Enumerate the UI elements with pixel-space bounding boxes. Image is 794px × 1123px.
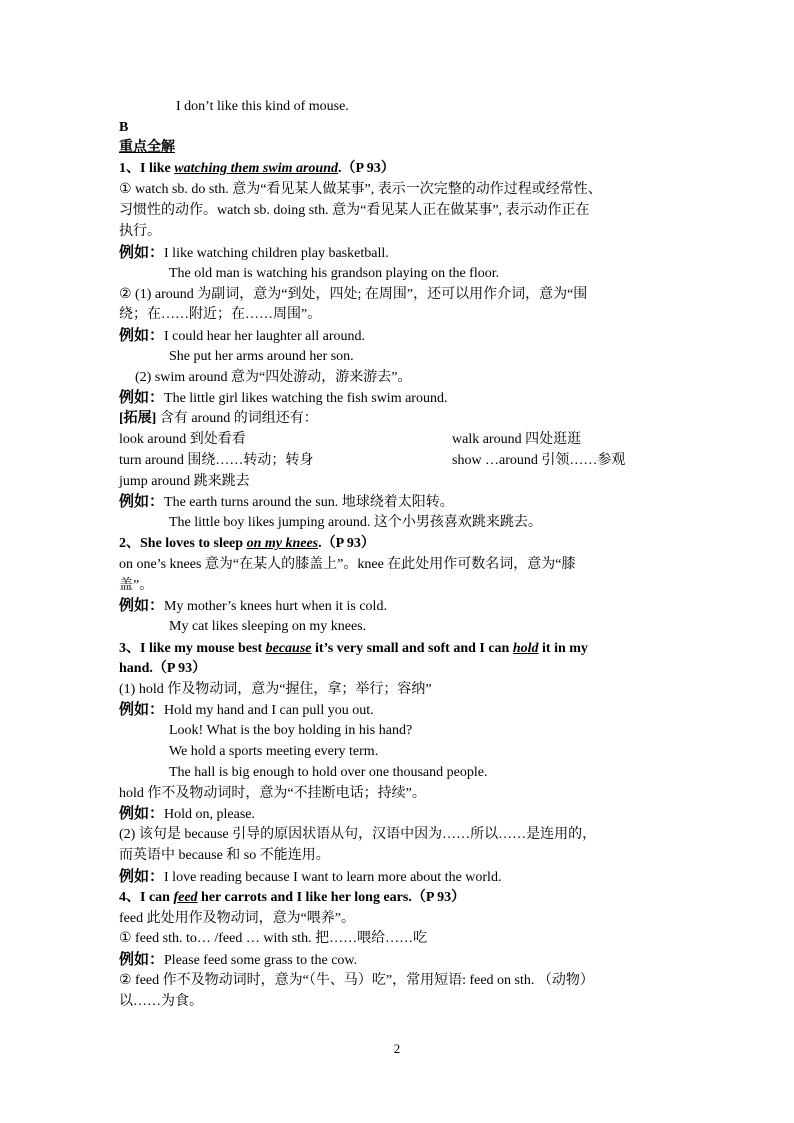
explanation-line: on one’s knees 意为“在某人的膝盖上”。knee 在此处用作可数名词，意为“膝 [119, 557, 576, 572]
point-4-prefix: 4、I can [119, 890, 174, 905]
explanation-line: 而英语中 because 和 so 不能连用。 [119, 848, 330, 863]
explanation-line: hold 作不及物动词时，意为“不挂断电话；持续”。 [119, 786, 426, 801]
point-3-heading [119, 639, 588, 659]
point-4-suffix: her carrots and I like her long ears.（P 93） [197, 890, 466, 905]
phrase-item: walk around 四处逛逛 [452, 432, 582, 447]
example-label: 例如： [119, 869, 165, 885]
example-text: She put her arms around her son. [169, 349, 354, 364]
explanation-line: 执行。 [119, 224, 161, 239]
example-line [119, 243, 389, 264]
explanation-line: ② feed 作不及物动词时，意为“（牛、马）吃”，常用短语: feed on sth. （动物） [119, 973, 594, 988]
explanation-line: 习惯性的动作。watch sb. doing sth. 意为“看见某人正在做某事”, 表示动作正在 [119, 203, 590, 218]
explanation-line: feed 此处用作及物动词，意为“喂养”。 [119, 911, 356, 926]
example-text: We hold a sports meeting every term. [169, 744, 379, 759]
example-line [119, 388, 447, 409]
section-heading-b: B [119, 120, 129, 135]
example-label: 例如： [119, 390, 165, 406]
example-line [119, 700, 374, 721]
point-3-phrase-hold: hold [512, 641, 539, 656]
phrase-row [119, 430, 246, 450]
point-4-phrase: feed [173, 890, 198, 905]
extension-label: [拓展] [119, 411, 157, 426]
example-label: 例如： [119, 806, 165, 822]
point-3-phrase-because: because [265, 641, 312, 656]
example-label: 例如： [119, 494, 165, 510]
example-text: The old man is watching his grandson playing on the floor. [169, 266, 500, 281]
example-line [119, 804, 255, 825]
point-3-prefix: 3、I like my mouse best [119, 641, 266, 656]
example-text: The earth turns around the sun. 地球绕着太阳转。 [164, 495, 454, 510]
point-2-prefix: 2、She loves to sleep [119, 536, 247, 551]
extension-line [119, 409, 318, 429]
example-sentence: I don’t like this kind of mouse. [176, 99, 349, 114]
page-number: 2 [393, 1041, 401, 1056]
example-text: Look! What is the boy holding in his hand? [169, 723, 413, 738]
explanation-line: ① feed sth. to… /feed … with sth. 把……喂给……吃 [119, 931, 428, 946]
example-line [119, 867, 501, 888]
explanation-line: (2) swim around 意为“四处游动，游来游去”。 [135, 370, 412, 385]
explanation-line: 绕；在……附近；在……周围”。 [119, 307, 322, 322]
phrase-item: turn around 围绕……转动；转身 [119, 453, 314, 468]
example-text: My mother’s knees hurt when it is cold. [164, 599, 387, 614]
example-text: My cat likes sleeping on my knees. [169, 619, 367, 634]
example-text: Please feed some grass to the cow. [164, 953, 358, 968]
point-3-middle: it’s very small and soft and I can [311, 641, 513, 656]
explanation-line: 以……为食。 [119, 994, 203, 1009]
explanation-line: (2) 该句是 because 引导的原因状语从句，汉语中因为……所以……是连用的， [119, 827, 597, 842]
explanation-line: 盖”。 [119, 578, 154, 593]
explanation-line: ② (1) around 为副词，意为“到处，四处; 在周围”，还可以用作介词，意为“围 [119, 287, 588, 302]
example-label: 例如： [119, 702, 165, 718]
example-line [119, 950, 357, 971]
point-1-suffix: .（P 93） [338, 161, 395, 176]
point-3-suffix: it in my [538, 641, 588, 656]
phrase-item: look around 到处看看 [119, 432, 246, 447]
example-line [119, 596, 387, 617]
example-text: The little boy likes jumping around. 这个小男孩喜欢跳来跳去。 [169, 515, 542, 530]
point-4-heading [119, 888, 465, 908]
example-line [119, 492, 454, 513]
example-label: 例如： [119, 328, 165, 344]
point-1-prefix: 1、I like [119, 161, 175, 176]
point-1-phrase: watching them swim around [174, 161, 339, 176]
example-label: 例如： [119, 952, 165, 968]
example-line [119, 326, 365, 347]
example-text: The hall is big enough to hold over one thousand people. [169, 765, 488, 780]
phrase-item: show …around 引领……参观 [452, 453, 626, 468]
explanation-line: ① watch sb. do sth. 意为“看见某人做某事”, 表示一次完整的动作过程或经常性、 [119, 182, 602, 197]
point-1-heading [119, 159, 395, 179]
example-label: 例如： [119, 598, 165, 614]
example-text: I love reading because I want to learn more about the world. [164, 870, 502, 885]
example-text: I like watching children play basketball. [164, 246, 389, 261]
explanation-line: (1) hold 作及物动词，意为“握住，拿；举行；容纳” [119, 682, 432, 697]
point-2-suffix: .（P 93） [318, 536, 375, 551]
example-text: The little girl likes watching the fish swim around. [164, 391, 448, 406]
example-label: 例如： [119, 245, 165, 261]
example-text: I could hear her laughter all around. [164, 329, 365, 344]
section-subheading: 重点全解 [119, 140, 175, 155]
example-text: Hold my hand and I can pull you out. [164, 703, 374, 718]
point-2-heading [119, 534, 375, 554]
example-text: Hold on, please. [164, 807, 255, 822]
point-3-heading-cont: hand.（P 93） [119, 661, 207, 676]
phrase-item: jump around 跳来跳去 [119, 474, 250, 489]
extension-text: 含有 around 的词组还有： [156, 411, 318, 426]
point-2-phrase: on my knees [246, 536, 319, 551]
